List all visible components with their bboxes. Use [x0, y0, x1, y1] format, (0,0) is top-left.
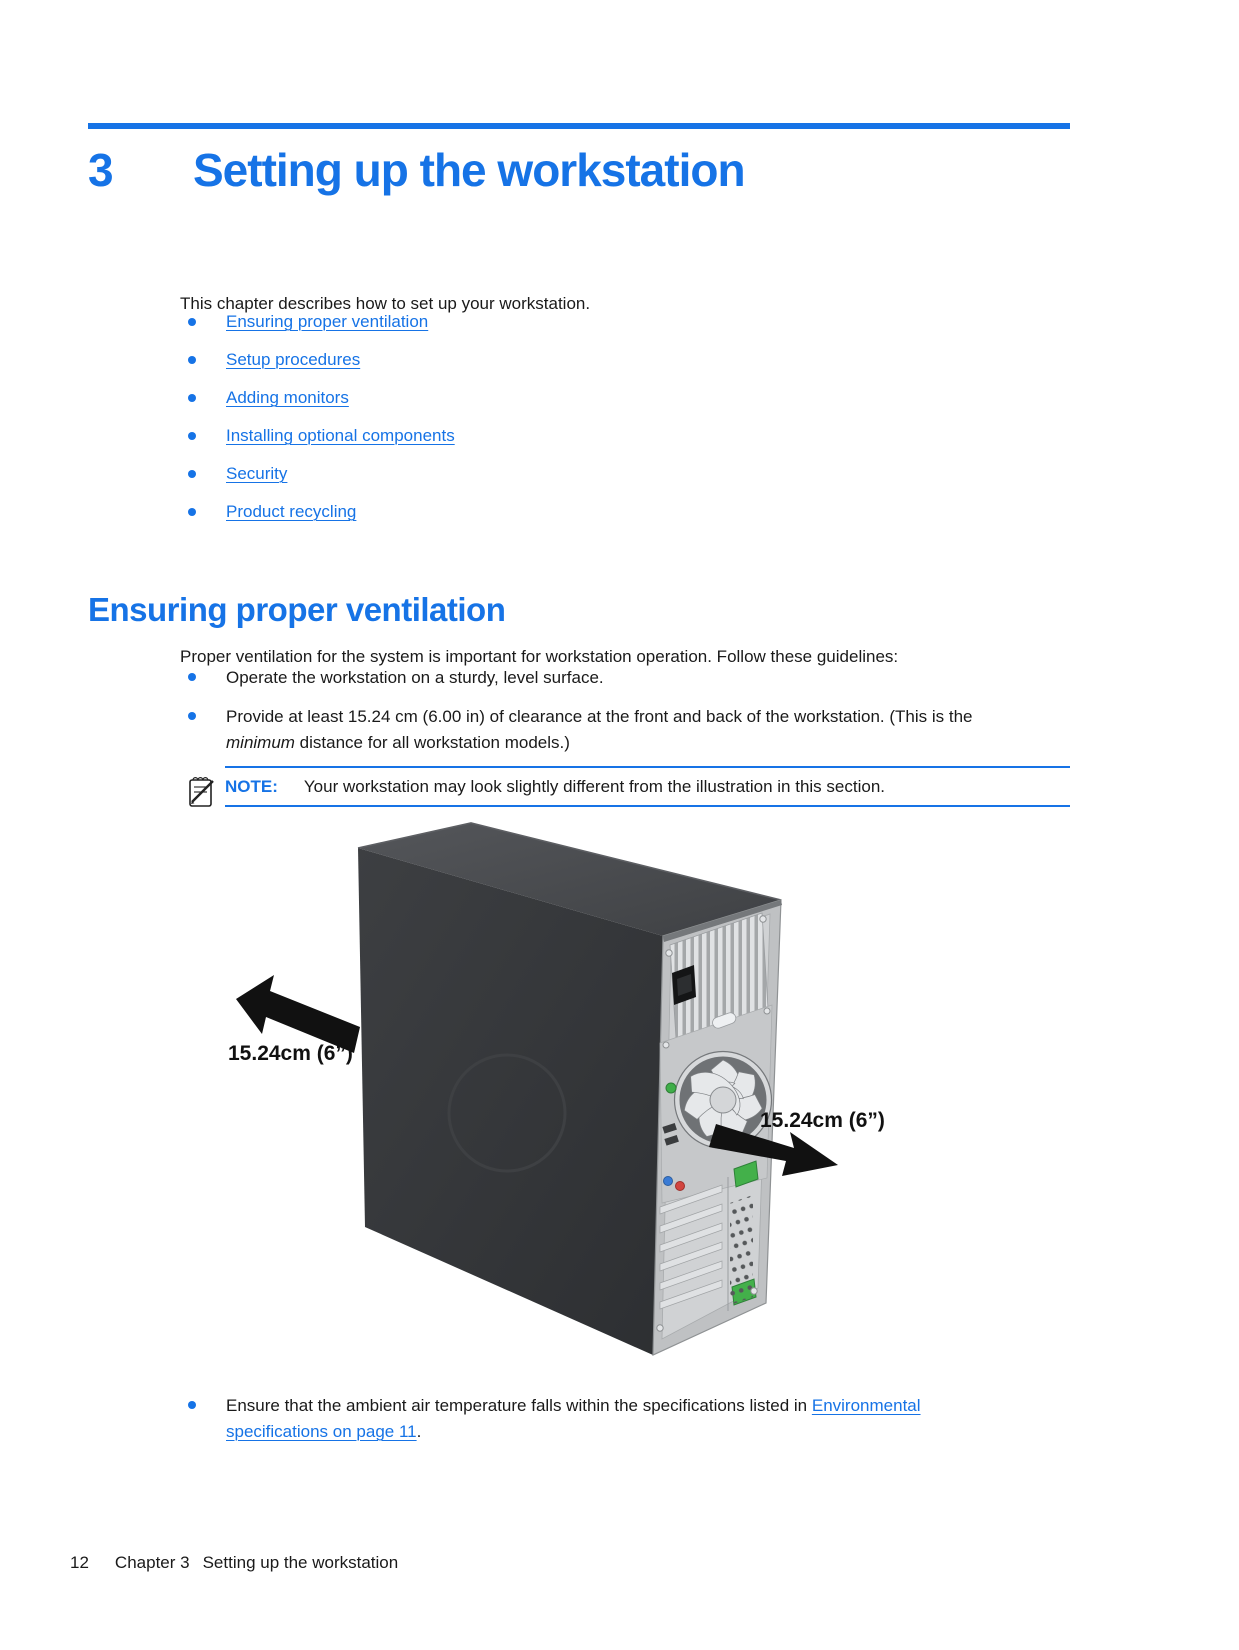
audio-jack-blue	[664, 1177, 673, 1186]
bullet-clearance	[180, 704, 1060, 756]
bullet-text-line2	[226, 730, 1060, 756]
toc-link-security[interactable]: Security	[226, 464, 288, 483]
chapter-number: 3	[88, 144, 113, 196]
toc-item	[180, 426, 455, 446]
toc-item	[180, 312, 455, 332]
bullet-text-line1: Provide at least 15.24 cm (6.00 in) of clearance at the front and back of the workstation. (This is the	[226, 707, 973, 726]
toc-item	[180, 388, 455, 408]
bullet-text: Operate the workstation on a sturdy, level surface.	[226, 668, 604, 687]
clearance-label-right: 15.24cm (6”)	[760, 1109, 885, 1132]
bullet-icon	[188, 673, 196, 681]
bullet-icon	[188, 318, 196, 326]
toc-link-adding-monitors[interactable]: Adding monitors	[226, 388, 349, 407]
bullet-icon	[188, 432, 196, 440]
tower-side-panel	[358, 848, 663, 1355]
bullet-ambient-temperature	[180, 1393, 1060, 1445]
chapter-intro: This chapter describes how to set up your workstation.	[180, 294, 591, 313]
footer-chapter-label: Chapter 3	[114, 1553, 190, 1572]
section-lead: Proper ventilation for the system is important for workstation operation. Follow these guidelines:	[180, 647, 899, 666]
chapter-title: Setting up the workstation	[193, 144, 745, 196]
environmental-specs-link[interactable]: specifications on page 11	[226, 1422, 417, 1441]
bullet-icon	[188, 394, 196, 402]
clearance-label-left: 15.24cm (6”)	[228, 1042, 353, 1065]
vent-holes	[730, 1195, 753, 1305]
toc-item	[180, 464, 455, 484]
toc-link-product-recycling[interactable]: Product recycling	[226, 502, 357, 521]
audio-jack-red	[676, 1182, 685, 1191]
toc-item	[180, 502, 455, 522]
bullet-icon	[188, 470, 196, 478]
bullet-icon	[188, 356, 196, 364]
bullet-icon	[188, 508, 196, 516]
bullet-text-line2	[226, 1419, 1060, 1445]
environmental-specs-link[interactable]: Environmental	[811, 1396, 921, 1415]
page-footer	[70, 1553, 398, 1573]
workstation-rear-illustration	[222, 783, 922, 1368]
bullet-text-line2-rest: distance for all workstation models.)	[294, 733, 570, 752]
toc-link-ensuring-proper-ventilation[interactable]: Ensuring proper ventilation	[226, 312, 429, 331]
note-label: NOTE:	[225, 777, 278, 796]
section-heading: Ensuring proper ventilation	[88, 591, 506, 629]
emphasized-word: minimum	[226, 733, 295, 752]
chapter-toc	[180, 312, 455, 540]
footer-chapter-title: Setting up the workstation	[202, 1553, 399, 1572]
toc-link-installing-optional-components[interactable]: Installing optional components	[226, 426, 455, 445]
bullet-icon	[188, 712, 196, 720]
sentence-period: .	[416, 1422, 422, 1441]
bullet-icon	[188, 1401, 196, 1409]
footer-page-number: 12	[70, 1553, 89, 1572]
chapter-rule	[88, 123, 1070, 129]
bullet-operate-surface	[180, 665, 1060, 691]
audio-jack-green	[666, 1083, 676, 1093]
note-icon	[187, 772, 217, 815]
chapter-heading	[88, 146, 745, 194]
note-text: Your workstation may look slightly different from the illustration in this section.	[303, 777, 885, 796]
toc-link-setup-procedures[interactable]: Setup procedures	[226, 350, 361, 369]
toc-item	[180, 350, 455, 370]
bullet-text: Ensure that the ambient air temperature falls within the specifications listed in	[226, 1396, 812, 1415]
bullet-text-line1	[226, 1393, 1060, 1419]
